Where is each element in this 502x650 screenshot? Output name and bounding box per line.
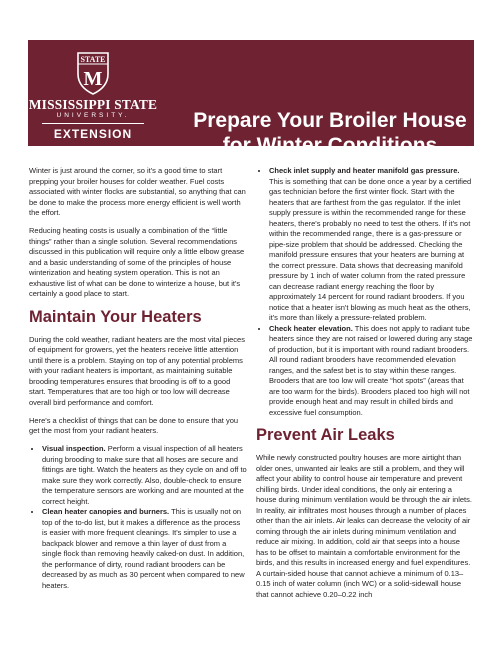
title-line-1: Prepare Your Broiler House xyxy=(193,109,467,132)
page-title xyxy=(170,108,490,158)
checklist-item-text: This is usually not on top of the to-do list, but it makes a difference as the process is easier with more frequent cleanings. It's simpler to use a backpack blower and remove a thin layer of dust from a single flock than removing heavily caked-on dust. In addition, the performance of dirty, round radiant brooders can be decreased by as much as 30 percent when compared to new heaters. xyxy=(42,507,245,590)
seal-text: STATE xyxy=(80,55,106,64)
intro-paragraph: Winter is just around the corner, so it's a good time to start prepping your broiler houses for colder weather. Fuel costs associated with winter flocks are substantial, so anything that can be done to make the process more energy efficient is well worth the effort. xyxy=(29,166,246,217)
checklist-item-title: Clean heater canopies and burners. xyxy=(42,507,170,516)
checklist-item xyxy=(269,166,474,324)
checklist-item-text: Perform a visual inspection of all heaters during brooding to make sure that all hoses are secure and fittings are tight. Watch the heaters as they cycle on and off to make sure they work correctly. Also, double-check to ensure the temperature sensors are working and are mounted at the correct height. xyxy=(42,444,247,506)
logo-divider xyxy=(42,123,144,124)
checklist-item xyxy=(42,507,247,591)
section-heading-air-leaks: Prevent Air Leaks xyxy=(256,426,395,444)
body-paragraph: While newly constructed poultry houses are more airtight than older ones, unwanted air leaks are still a problem, and they will affect your ability to control house air temperature and prevent chilling birds. Under ideal conditions, the only air entering a house during minimum ventilation would be through the air inlets. In reality, air infiltrates most houses through a number of places other than the air inlets. Air leaks can decrease the velocity of air coming through the air inlets during minimum ventilation and reduce air mixing. In addition, cold air that seeps into a house has to be offset to maintain a comfortable environment for the birds, and this results in increased energy and fuel expenditures. A curtain-sided house that cannot achieve a minimum of 0.13–0.15 inch of water column (inch WC) or a solid-sidewall house that cannot achieve 0.20–0.22 inch xyxy=(256,453,472,599)
logo-extension: EXTENSION xyxy=(53,127,133,141)
logo-university: UNIVERSITY. xyxy=(56,112,130,119)
checklist-item-text: This is something that can be done once a year by a certified gas technician before the first winter flock. Start with the heaters that are farthest from the gas regulator. If the inlet supply pressure is within the recommended range for these heaters, there's probably no need to test the others. If it's not within the recommended range, there is a gas-pressure or pipe-size problem that should be addressed. Checking the manifold pressure ensures that your heaters are burning at the correct pressure. Data shows that decreasing manifold pressure by 1 inch of water column from the rated pressure can decrease radiant energy reaching the floor by approximately 14 percent for round radiant brooders. If you notice that a heater isn't blowing as much heat as the others, it's more than likely a pressure-related problem. xyxy=(269,176,472,322)
university-logo xyxy=(28,40,158,146)
checklist-item-title: Visual inspection. xyxy=(42,444,106,453)
left-column xyxy=(29,166,247,591)
logo-name: MISSISSIPPI STATE xyxy=(28,97,158,112)
body-paragraph: Here's a checklist of things that can be done to ensure that you get the most from your radiant heaters. xyxy=(29,415,239,435)
checklist-item-title: Check heater elevation. xyxy=(269,323,353,333)
checklist-item xyxy=(42,444,247,507)
state-seal-icon xyxy=(74,50,112,96)
heater-checklist-continued xyxy=(256,166,474,418)
section-heading-heaters: Maintain Your Heaters xyxy=(29,307,202,326)
checklist-item xyxy=(269,324,474,419)
body-paragraph: During the cold weather, radiant heaters are the most vital pieces of equipment for growers, yet the heaters receive little attention until there is a problem. Staying on top of any potential problems with your radiant heaters is important, as maintaining suitable brooding temperatures ensures that brooding is off to a good start. Temperatures that are too high or too low will decrease overall bird performance and comfort. xyxy=(29,334,245,407)
heater-checklist xyxy=(29,444,247,591)
checklist-item-title: Check inlet supply and heater manifold gas pressure. xyxy=(269,166,460,175)
right-column xyxy=(256,166,474,608)
intro-paragraph: Reducing heating costs is usually a combination of the “little things” rather than a single solution. Several recommendations discussed in this publication will require only a little elbow grease and a basic understanding of some of the principles of house winterization and heating system operation. This is not an exhaustive list of what can be done to winterize a house, but it's certainly a good place to start. xyxy=(29,226,245,298)
header-banner xyxy=(28,40,474,157)
seal-letter: M xyxy=(83,68,103,90)
checklist-item-text: This does not apply to radiant tube heaters since they are not raised or lowered during any stage of production, but it is important with round radiant brooders. All round radiant brooders have recommended elevation ranges, and the safest bet is to stay within these ranges. Brooders that are too low will create “hot spots” (areas that are too warm for the birds). Brooders placed too high will not provide enough heat and may result in chilled birds and excessive fuel consumption. xyxy=(269,323,473,417)
title-line-2: for Winter Conditions xyxy=(222,134,438,157)
